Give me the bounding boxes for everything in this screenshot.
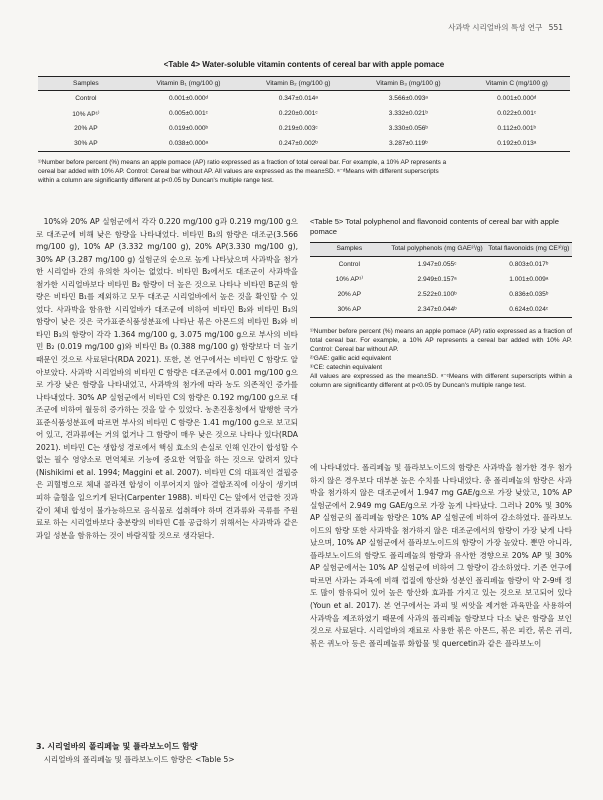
- table4-note: ¹⁾Number before percent (%) means an apple pomace (AP) ratio expressed as a fraction of total cereal bar. For example, a 10% AP represents a: [38, 159, 447, 166]
- table4-header-row: [38, 77, 570, 91]
- table5-header: Total flavonoids (mg CE³⁾/g): [486, 243, 572, 257]
- table5-header: Samples: [310, 243, 389, 257]
- table-cell: 0.220±0.001ᶜ: [278, 110, 318, 117]
- table5-caption: <Table 5> Total polyphenol and flavonoid contents of cereal bar with apple pomace: [310, 217, 559, 236]
- running-header-title: 사과박 시리얼바의 특성 연구: [448, 23, 543, 32]
- table-cell: 0.192±0.013ᵃ: [463, 136, 570, 152]
- table5-note: ³⁾CE: catechin equivalent: [310, 364, 383, 371]
- table-cell: 30% AP: [38, 136, 134, 152]
- table4-header: Vitamin C (mg/100 g): [463, 77, 570, 91]
- table4-header: Vitamin B₂ (mg/100 g): [243, 77, 353, 91]
- table-cell: 1.001±0.009ᵃ: [509, 275, 549, 283]
- table4: [38, 76, 570, 152]
- table-cell: 2.522±0.100ᵇ: [417, 290, 457, 298]
- table5-note: All values are expressed as the mean±SD. ᵃ⁻ᶜMeans with different superscripts within a column are significantly different at p<0.05 by Duncan's multiple range test.: [310, 373, 572, 389]
- table-cell: 3.287±0.119ᵇ: [353, 136, 463, 152]
- table5-note: ¹⁾Number before percent (%) means an apple pomace (AP) ratio expressed as a fraction of total cereal bar. For example, a 10% AP represents a cereal bar added with 10% AP. Control: Cereal bar without AP.: [310, 328, 572, 353]
- table-cell: 0.112±0.001ᵇ: [497, 125, 537, 132]
- page-number: 551: [548, 23, 563, 32]
- table-cell: 10% AP¹⁾: [335, 276, 363, 283]
- table-row: [38, 136, 570, 152]
- table-cell: 0.005±0.001ᶜ: [169, 110, 208, 117]
- section-intro: 시리얼바의 폴리페놀 및 플라보노이드 함량은 <Table 5>: [43, 755, 235, 764]
- table-cell: 0.803±0.017ᵇ: [509, 260, 549, 268]
- table4-header: Vitamin B₃ (mg/100 g): [353, 77, 463, 91]
- table-cell: 0.001±0.000ᵈ: [497, 95, 537, 102]
- table-cell: 0.624±0.024ᶜ: [486, 302, 572, 318]
- table-cell: 3.332±0.021ᵇ: [388, 110, 428, 117]
- table-row: [310, 272, 572, 287]
- table-row: [38, 91, 570, 107]
- table-cell: 10% AP¹⁾: [72, 110, 100, 118]
- running-header: [444, 22, 563, 33]
- table-row: [38, 106, 570, 121]
- table-cell: 0.219±0.003ᶜ: [278, 125, 318, 132]
- table5-note: ²⁾GAE: gallic acid equivalent: [310, 355, 392, 362]
- table-cell: 3.330±0.056ᵇ: [388, 125, 428, 132]
- table-cell: Control: [75, 95, 97, 102]
- table-row: [38, 121, 570, 136]
- left-column-text: [36, 216, 298, 542]
- table-cell: 2.347±0.044ᵇ: [389, 302, 486, 318]
- table-cell: 0.001±0.000ᵈ: [168, 95, 209, 102]
- table4-header: Vitamin B₁ (mg/100 g): [134, 77, 243, 91]
- table-cell: 0.247±0.002ᵇ: [243, 136, 353, 152]
- table-cell: Control: [338, 260, 360, 268]
- table-cell: 0.038±0.000ᵃ: [134, 136, 243, 152]
- table4-caption: <Table 4> Water-soluble vitamin contents of cereal bar with apple pomace: [163, 60, 445, 69]
- section-heading: 3. 시리얼바의 폴리페놀 및 플라보노이드 함량: [36, 742, 198, 751]
- table-row: [310, 256, 572, 272]
- table-row: [310, 287, 572, 302]
- table-cell: 3.566±0.093ᵃ: [388, 95, 428, 102]
- body-paragraph: 에 나타내었다. 폴리페놀 및 플라보노이드의 함량은 사과박을 첨가한 경우 첨가하지 않은 경우보다 대부분 높은 수치를 나타내었다. 총 폴리페놀의 함량은 사과박을 첨가하지 않은 대조군에서 1.947 mg GAE/g으로 가장 낮았고, 10% AP 실험군에서 2.949 mg GAE/g으로 가장 높게 나타났다. 그러나 20% 및 30% AP 실험군의 폴리페놀 함량은 10% AP 실험군에 비하여 감소하였다. 플라보노이드의 함량 또한 사과박을 첨가하지 않은 대조군에서의 함량이 가장 낮게 나타났으며, 10% AP 실험군에서 플라보노이드의 함량이 가장 높았다. 뿐만 아니라, 플라보노이드의 함량도 폴리페놀의 함량과 유사한 경향으로 20% AP 및 30% AP 실험군에서는 10% AP 실험군에 비하여 그 함량이 감소하였다. 기존 연구에 따르면 사과는 과육에 비해 껍질에 항산화 성분인 폴리페놀 함량이 약 2-9배 정도 많이 함유되어 있어 높은 항산화 효과를 가지고 있는 것으로 보고되어 있다(Youn et al. 2017). 본 연구에서는 과피 및 씨앗을 제거한 과육만을 사용하여 사과박을 제조하였기 때문에 사과의 폴리페놀 함량보다 다소 낮은 함량을 보인 것으로 사료된다. 시리얼바의 재료로 사용한 볶은 아몬드, 볶은 피칸, 볶은 귀리, 볶은 퀴노아 등은 폴리페놀류 화합물 및 quercetin과 같은 플라보노이: [310, 463, 572, 648]
- table-cell: 0.347±0.014ᵃ: [278, 95, 318, 102]
- table-cell: 1.947±0.055ᶜ: [417, 260, 457, 268]
- table4-footnotes: [38, 158, 570, 185]
- table-row: [310, 302, 572, 318]
- body-paragraph: 10%와 20% AP 실험군에서 각각 0.220 mg/100 g과 0.219 mg/100 g으로 대조군에 비해 낮은 함량을 나타내었다. 비타민 B₃의 함량은 대조군(3.566 mg/100 g), 10% AP (3.332 mg/100 g), 20% AP(3.330 mg/100 g), 30% AP (3.287 mg/100 g) 실험군의 순으로 높게 나타났으며 사과박을 첨가한 시리얼바 간의 유의한 차이는 없었다. 비타민 B₂에서도 대조군이 사과박을 첨가한 시리얼바보다 비타민 B₂ 함량이 더 높은 것으로 나타나 비타민 B군의 함량은 비타민 B₁를 제외하고 모두 대조군 시리얼바에서 높은 것을 확인할 수 있었다. 사과박을 함유한 시리얼바가 대조군에 비하여 비타민 B₂와 비타민 B₃의 함량이 낮은 것은 국가표준식품성분표에 나타난 볶은 아몬드의 비타민 B₂와 비타민 B₃의 함량이 각각 1.364 mg/100 g, 3.075 mg/100 g으로 부사의 비타민 B₂ (0.019 mg/100 g)와 비타민 B₃ (0.388 mg/100 g) 함량보다 더 높기 때문인 것으로 사료된다(RDA 2021). 또한, 본 연구에서는 비타민 C 함량도 알아보았다. 사과박 시리얼바의 비타민 C 함량은 대조군에서 0.001 mg/100 g으로 가장 낮은 함량을 나타내었고, 사과박의 첨가에 따라 농도 의존적인 증가를 나타내었다. 30% AP 실험군에서 비타민 C의 함량은 0.192 mg/100 g으로 대조군에 비하여 월등히 증가하는 것을 알 수 있었다. 농촌진흥청에서 발행한 국가표준식품성분표에 따르면 부사의 비타민 C 함량은 1.41 mg/100 g으로 보고되어 있고, 견과류에는 거의 없거나 그 함량이 매우 낮은 것으로 나타나 있다(RDA 2021). 비타민 C는 생합성 경로에서 핵심 효소의 손실로 인해 인간이 합성할 수 없는 필수 영양소로 면역체로 기능에 중요한 역할을 하는 것으로 알려져 있다(Nishikimi et al. 1994; Maggini et al. 2007). 비타민 C의 대표적인 결핍증은 괴혈병으로 체내 콜라겐 합성이 이루어지지 않아 결합조직에 이상이 생기며 피하 출혈을 일으키게 된다(Carpenter 1988). 비타민 C는 앞에서 언급한 것과 같이 체내 합성이 불가능하므로 음식물로 섭취해야 하며 견과류와 곡류를 주원료로 하는 시리얼바보다 충분량의 비타민 C를 공급하기 위해서는 사과박과 같은 과일 성분을 함유하는 것이 바람직할 것으로 생각된다.: [36, 217, 298, 540]
- table-cell: 0.836±0.035ᵇ: [509, 290, 549, 298]
- table-cell: 30% AP: [310, 302, 389, 318]
- table5-footnotes: [310, 327, 572, 390]
- table5: [310, 242, 572, 318]
- table-cell: 20% AP: [74, 125, 98, 132]
- table4-note: within a column are significantly different at p<0.05 by Duncan's multiple range test.: [38, 177, 274, 184]
- right-column-text: [310, 462, 572, 650]
- table5-header: Total polyphenols (mg GAE²⁾/g): [389, 243, 486, 257]
- table4-header: Samples: [38, 77, 134, 91]
- table4-note: cereal bar added with 10% AP. Control: Cereal bar without AP. All values are expressed as the mean±SD. ᵃ⁻ᵈMeans with different superscripts: [38, 168, 439, 175]
- table-cell: 0.019±0.000ᵇ: [168, 125, 209, 132]
- table-cell: 0.022±0.001ᶜ: [497, 110, 537, 117]
- table-cell: 2.949±0.157ᵃ: [417, 275, 457, 283]
- table5-header-row: [310, 243, 572, 257]
- table-cell: 20% AP: [337, 290, 362, 298]
